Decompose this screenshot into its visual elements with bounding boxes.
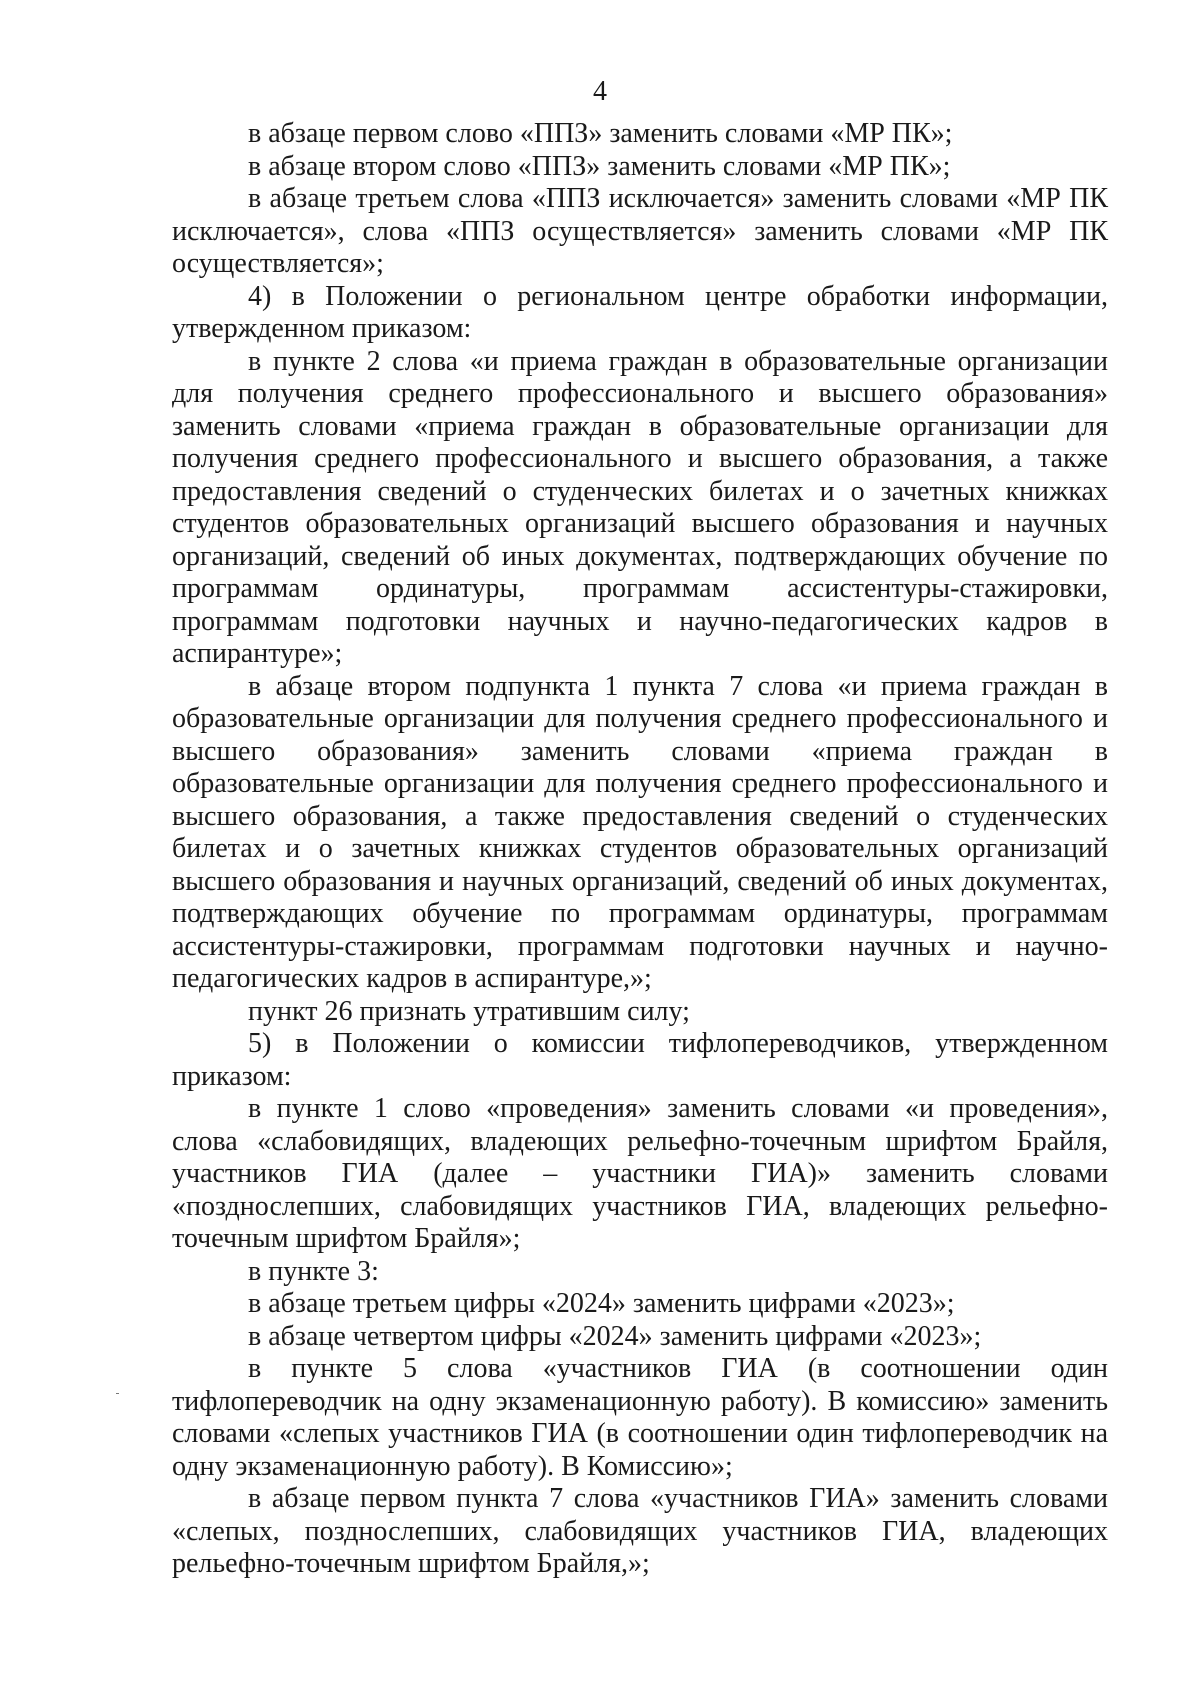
text-line: организаций, сведений об иных документах, подтверждающих обучение по — [172, 540, 1108, 572]
text-line: «позднослепших, слабовидящих участников ГИА, владеющих рельефно- — [172, 1190, 1108, 1222]
text-line: в пункте 5 слова «участников ГИА (в соотношении один — [248, 1353, 1108, 1384]
text-line: приказом: — [172, 1060, 292, 1092]
text-line: билетах и о зачетных книжках студентов образовательных организаций — [172, 833, 1108, 864]
page-number: 4 — [593, 76, 607, 107]
text-line: высшего образования, а также предоставления сведений о студенческих — [172, 800, 1108, 832]
text-line: в абзаце втором слово «ППЗ» заменить словами «МР ПК»; — [248, 150, 951, 182]
text-line: аспирантуре»; — [172, 638, 343, 669]
text-line: в абзаце третьем слова «ППЗ исключается» заменить словами «МР ПК — [248, 183, 1108, 214]
text-line: педагогических кадров в аспирантуре,»; — [172, 963, 652, 994]
text-line: в абзаце первом пункта 7 слова «участников ГИА» заменить словами — [248, 1483, 1108, 1514]
text-line: осуществляется»; — [172, 248, 384, 279]
text-line: студентов образовательных организаций высшего образования и научных — [172, 508, 1108, 539]
text-line: образовательные организации для получения среднего профессионального и — [172, 703, 1108, 734]
text-line: точечным шрифтом Брайля»; — [172, 1223, 521, 1254]
text-line: утвержденном приказом: — [172, 313, 472, 344]
text-line: «слепых, позднослепших, слабовидящих участников ГИА, владеющих — [172, 1515, 1108, 1547]
text-line: тифлопереводчик на одну экзаменационную работу). В комиссию» заменить — [172, 1385, 1108, 1417]
margin-mark — [116, 1393, 119, 1394]
text-line: ассистентуры-стажировки, программам подготовки научных и научно- — [172, 930, 1108, 962]
text-line: исключается», слова «ППЗ осуществляется» заменить словами «МР ПК — [172, 215, 1108, 247]
text-line: 4) в Положении о региональном центре обработки информации, — [248, 280, 1108, 312]
text-line: в абзаце четвертом цифры «2024» заменить цифрами «2023»; — [248, 1320, 982, 1352]
text-line: получения среднего профессионального и высшего образования, а также — [172, 443, 1108, 474]
text-line: заменить словами «приема граждан в образовательные организации для — [172, 410, 1108, 442]
text-line: программам ординатуры, программам ассистентуры-стажировки, — [172, 573, 1108, 604]
text-line: высшего образования и научных организаций, сведений об иных документах, — [172, 865, 1108, 897]
text-line: в абзаце втором подпункта 1 пункта 7 слова «и приема граждан в — [248, 670, 1108, 702]
text-line: 5) в Положении о комиссии тифлопереводчиков, утвержденном — [248, 1028, 1108, 1059]
text-line: образовательные организации для получения среднего профессионального и — [172, 768, 1108, 799]
text-line: пункт 26 признать утратившим силу; — [248, 995, 690, 1027]
text-line: рельефно-точечным шрифтом Брайля,»; — [172, 1548, 650, 1579]
text-line: предоставления сведений о студенческих билетах и о зачетных книжках — [172, 475, 1108, 507]
document-body — [172, 118, 1108, 1581]
text-line: в пункте 1 слово «проведения» заменить словами «и проведения», — [248, 1093, 1108, 1124]
text-line: в пункте 2 слова «и приема граждан в образовательные организации — [248, 345, 1108, 377]
text-line: слова «слабовидящих, владеющих рельефно-точечным шрифтом Брайля, — [172, 1125, 1108, 1157]
text-line: в пункте 3: — [248, 1255, 379, 1287]
text-line: в абзаце первом слово «ППЗ» заменить словами «МР ПК»; — [248, 118, 953, 149]
text-line: программам подготовки научных и научно-педагогических кадров в — [172, 605, 1108, 637]
text-line: для получения среднего профессионального и высшего образования» — [172, 378, 1108, 409]
text-line: участников ГИА (далее – участники ГИА)» заменить словами — [172, 1158, 1108, 1189]
text-line: подтверждающих обучение по программам ординатуры, программам — [172, 898, 1108, 929]
text-line: одну экзаменационную работу). В Комиссию»; — [172, 1450, 733, 1482]
text-line: высшего образования» заменить словами «приема граждан в — [172, 735, 1108, 767]
text-line: словами «слепых участников ГИА (в соотношении один тифлопереводчик на — [172, 1418, 1108, 1449]
text-line: в абзаце третьем цифры «2024» заменить цифрами «2023»; — [248, 1288, 955, 1319]
